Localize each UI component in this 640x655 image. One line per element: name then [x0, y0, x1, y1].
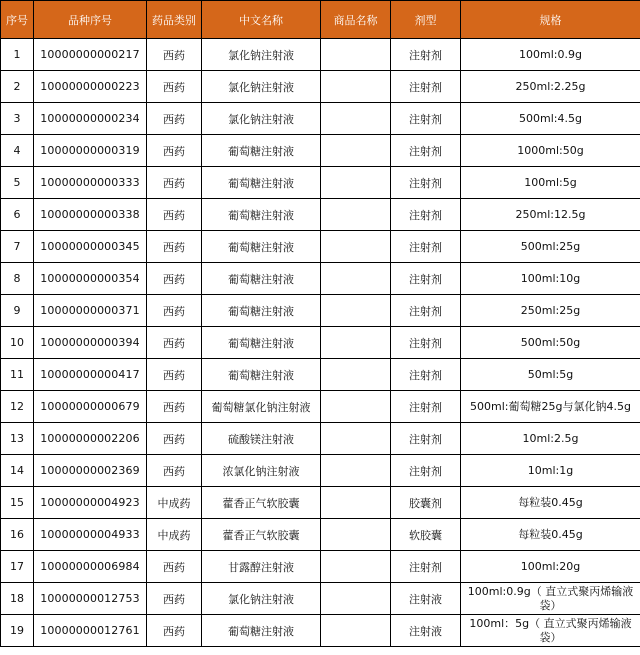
cell-chinese-name: 氯化钠注射液 [202, 103, 321, 135]
cell-spec: 1000ml:50g [461, 135, 640, 167]
table-body [1, 39, 640, 647]
cell-spec: 100ml：5g（ 直立式聚丙烯输液袋） [461, 615, 640, 647]
cell-no: 4 [1, 135, 34, 167]
cell-category: 西药 [147, 167, 202, 199]
table-row [1, 583, 640, 615]
table-row [1, 167, 640, 199]
cell-no: 6 [1, 199, 34, 231]
table-row [1, 327, 640, 359]
table-row [1, 199, 640, 231]
cell-trade-name [321, 359, 391, 391]
table-row [1, 103, 640, 135]
cell-category: 西药 [147, 391, 202, 423]
cell-code: 10000000000338 [34, 199, 147, 231]
table-row [1, 135, 640, 167]
cell-code: 10000000012761 [34, 615, 147, 647]
cell-category: 西药 [147, 359, 202, 391]
cell-no: 2 [1, 71, 34, 103]
cell-form: 注射剂 [391, 103, 461, 135]
cell-code: 10000000000333 [34, 167, 147, 199]
cell-chinese-name: 葡萄糖注射液 [202, 135, 321, 167]
header-no: 序号 [1, 1, 34, 39]
cell-form: 注射剂 [391, 327, 461, 359]
cell-category: 西药 [147, 615, 202, 647]
cell-spec: 10ml:1g [461, 455, 640, 487]
cell-form: 注射剂 [391, 167, 461, 199]
cell-spec: 10ml:2.5g [461, 423, 640, 455]
cell-category: 中成药 [147, 487, 202, 519]
cell-trade-name [321, 263, 391, 295]
table-row [1, 295, 640, 327]
cell-spec: 每粒装0.45g [461, 519, 640, 551]
cell-spec: 50ml:5g [461, 359, 640, 391]
cell-no: 12 [1, 391, 34, 423]
cell-no: 15 [1, 487, 34, 519]
cell-code: 10000000006984 [34, 551, 147, 583]
cell-no: 9 [1, 295, 34, 327]
cell-chinese-name: 葡萄糖注射液 [202, 199, 321, 231]
cell-form: 注射剂 [391, 263, 461, 295]
cell-spec: 250ml:25g [461, 295, 640, 327]
cell-trade-name [321, 551, 391, 583]
cell-spec: 500ml:50g [461, 327, 640, 359]
cell-form: 软胶囊 [391, 519, 461, 551]
cell-chinese-name: 葡萄糖注射液 [202, 231, 321, 263]
header-code: 品种序号 [34, 1, 147, 39]
cell-no: 11 [1, 359, 34, 391]
cell-trade-name [321, 583, 391, 615]
cell-spec: 100ml:0.9g（ 直立式聚丙烯输液袋） [461, 583, 640, 615]
header-category: 药品类别 [147, 1, 202, 39]
cell-spec: 500ml:4.5g [461, 103, 640, 135]
cell-no: 13 [1, 423, 34, 455]
cell-code: 10000000004923 [34, 487, 147, 519]
cell-form: 注射剂 [391, 551, 461, 583]
cell-code: 10000000000417 [34, 359, 147, 391]
table-row [1, 231, 640, 263]
cell-chinese-name: 葡萄糖注射液 [202, 167, 321, 199]
table-row [1, 263, 640, 295]
cell-form: 注射剂 [391, 455, 461, 487]
table-row [1, 423, 640, 455]
cell-form: 注射剂 [391, 135, 461, 167]
cell-chinese-name: 氯化钠注射液 [202, 71, 321, 103]
cell-trade-name [321, 103, 391, 135]
cell-trade-name [321, 135, 391, 167]
cell-chinese-name: 葡萄糖注射液 [202, 359, 321, 391]
cell-category: 西药 [147, 231, 202, 263]
cell-spec: 500ml:25g [461, 231, 640, 263]
cell-code: 10000000002206 [34, 423, 147, 455]
cell-category: 西药 [147, 455, 202, 487]
cell-form: 注射剂 [391, 39, 461, 71]
cell-category: 西药 [147, 135, 202, 167]
cell-spec: 每粒装0.45g [461, 487, 640, 519]
cell-spec: 100ml:0.9g [461, 39, 640, 71]
cell-no: 17 [1, 551, 34, 583]
cell-trade-name [321, 295, 391, 327]
table-row [1, 519, 640, 551]
header-form: 剂型 [391, 1, 461, 39]
cell-spec: 100ml:5g [461, 167, 640, 199]
cell-trade-name [321, 231, 391, 263]
cell-code: 10000000002369 [34, 455, 147, 487]
cell-no: 3 [1, 103, 34, 135]
cell-no: 19 [1, 615, 34, 647]
table-row [1, 487, 640, 519]
cell-chinese-name: 葡萄糖氯化钠注射液 [202, 391, 321, 423]
cell-trade-name [321, 615, 391, 647]
cell-chinese-name: 甘露醇注射液 [202, 551, 321, 583]
cell-code: 10000000000394 [34, 327, 147, 359]
cell-trade-name [321, 455, 391, 487]
cell-category: 西药 [147, 583, 202, 615]
table-row [1, 39, 640, 71]
cell-form: 注射剂 [391, 359, 461, 391]
cell-code: 10000000004933 [34, 519, 147, 551]
cell-category: 西药 [147, 263, 202, 295]
cell-category: 西药 [147, 39, 202, 71]
header-spec: 规格 [461, 1, 640, 39]
cell-spec: 500ml:葡萄糖25g与氯化钠4.5g [461, 391, 640, 423]
cell-trade-name [321, 423, 391, 455]
cell-code: 10000000000345 [34, 231, 147, 263]
cell-no: 16 [1, 519, 34, 551]
cell-chinese-name: 葡萄糖注射液 [202, 615, 321, 647]
cell-category: 西药 [147, 103, 202, 135]
cell-no: 1 [1, 39, 34, 71]
cell-code: 10000000000354 [34, 263, 147, 295]
cell-trade-name [321, 71, 391, 103]
cell-category: 中成药 [147, 519, 202, 551]
cell-form: 注射剂 [391, 391, 461, 423]
cell-category: 西药 [147, 423, 202, 455]
cell-no: 10 [1, 327, 34, 359]
cell-code: 10000000000679 [34, 391, 147, 423]
table-row [1, 71, 640, 103]
cell-trade-name [321, 519, 391, 551]
cell-category: 西药 [147, 327, 202, 359]
cell-trade-name [321, 167, 391, 199]
cell-code: 10000000012753 [34, 583, 147, 615]
cell-no: 8 [1, 263, 34, 295]
cell-category: 西药 [147, 551, 202, 583]
cell-code: 10000000000234 [34, 103, 147, 135]
cell-form: 注射剂 [391, 231, 461, 263]
table-row [1, 359, 640, 391]
cell-chinese-name: 氯化钠注射液 [202, 583, 321, 615]
cell-form: 胶囊剂 [391, 487, 461, 519]
cell-form: 注射剂 [391, 295, 461, 327]
cell-code: 10000000000319 [34, 135, 147, 167]
cell-form: 注射剂 [391, 71, 461, 103]
cell-chinese-name: 葡萄糖注射液 [202, 295, 321, 327]
cell-chinese-name: 藿香正气软胶囊 [202, 519, 321, 551]
cell-no: 18 [1, 583, 34, 615]
cell-form: 注射剂 [391, 199, 461, 231]
cell-spec: 100ml:20g [461, 551, 640, 583]
header-trade-name: 商品名称 [321, 1, 391, 39]
cell-no: 14 [1, 455, 34, 487]
cell-code: 10000000000217 [34, 39, 147, 71]
cell-form: 注射剂 [391, 423, 461, 455]
cell-form: 注射液 [391, 583, 461, 615]
cell-no: 7 [1, 231, 34, 263]
table-row [1, 455, 640, 487]
cell-category: 西药 [147, 71, 202, 103]
cell-code: 10000000000371 [34, 295, 147, 327]
cell-chinese-name: 葡萄糖注射液 [202, 327, 321, 359]
cell-code: 10000000000223 [34, 71, 147, 103]
cell-trade-name [321, 327, 391, 359]
cell-chinese-name: 硫酸镁注射液 [202, 423, 321, 455]
cell-spec: 100ml:10g [461, 263, 640, 295]
cell-trade-name [321, 39, 391, 71]
cell-chinese-name: 藿香正气软胶囊 [202, 487, 321, 519]
cell-trade-name [321, 391, 391, 423]
table-row [1, 391, 640, 423]
table-row [1, 551, 640, 583]
header-chinese-name: 中文名称 [202, 1, 321, 39]
cell-form: 注射液 [391, 615, 461, 647]
cell-spec: 250ml:2.25g [461, 71, 640, 103]
cell-category: 西药 [147, 199, 202, 231]
cell-chinese-name: 葡萄糖注射液 [202, 263, 321, 295]
cell-trade-name [321, 487, 391, 519]
cell-spec: 250ml:12.5g [461, 199, 640, 231]
cell-chinese-name: 氯化钠注射液 [202, 39, 321, 71]
header-row [1, 1, 640, 39]
table-row [1, 615, 640, 647]
cell-trade-name [321, 199, 391, 231]
cell-category: 西药 [147, 295, 202, 327]
cell-no: 5 [1, 167, 34, 199]
cell-chinese-name: 浓氯化钠注射液 [202, 455, 321, 487]
